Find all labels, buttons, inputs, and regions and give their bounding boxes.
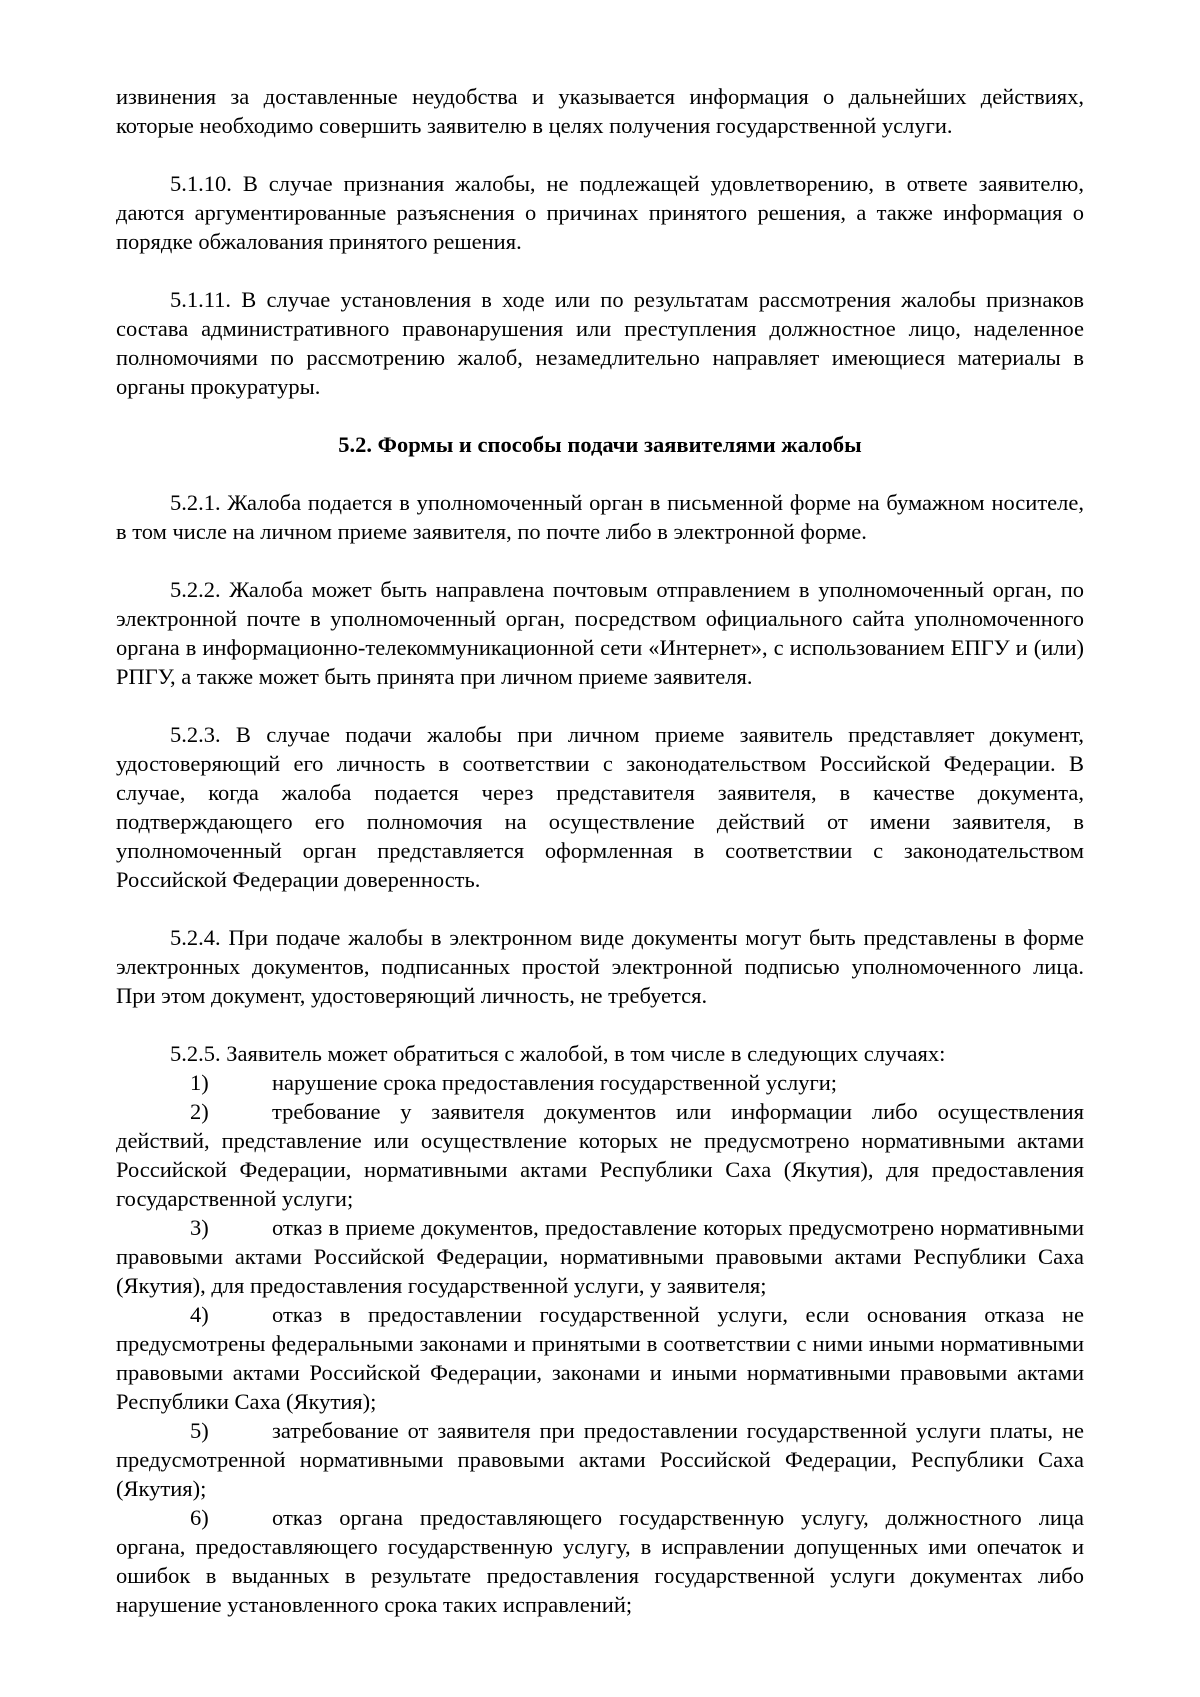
paragraph-5-1-10: 5.1.10. В случае признания жалобы, не подлежащей удовлетворению, в ответе заявителю, даются аргументированные разъяснения о причинах принятого решения, а также информация о порядке обжалования принятого решения. bbox=[116, 171, 1084, 254]
list-item-number: 1) bbox=[190, 1070, 209, 1095]
paragraph-5-2-1: 5.2.1. Жалоба подается в уполномоченный орган в письменной форме на бумажном носителе, в том числе на личном приеме заявителя, по почте либо в электронной форме. bbox=[116, 490, 1084, 544]
list-item-text: нарушение срока предоставления государственной услуги; bbox=[272, 1070, 838, 1095]
list-item-number: 4) bbox=[190, 1302, 209, 1327]
list-item-number: 6) bbox=[190, 1505, 209, 1530]
list-item-text: отказ в приеме документов, предоставление которых предусмотрено нормативными правовыми актами Российской Федерации, нормативными правовыми актами Республики Саха (Якутия), для предоставления государственной услуги, у заявителя; bbox=[116, 1215, 1084, 1298]
section-heading-5-2: 5.2. Формы и способы подачи заявителями жалобы bbox=[338, 432, 862, 457]
list-item bbox=[116, 1097, 1084, 1213]
list-item-text: требование у заявителя документов или информации либо осуществления действий, представление или осуществление которых не предусмотрено нормативными актами Российской Федерации, нормативными актами Республики Саха (Якутия), для предоставления государственной услуги; bbox=[116, 1099, 1084, 1211]
list-item bbox=[116, 1300, 1084, 1416]
document-page bbox=[116, 82, 1084, 1619]
list-item-number: 2) bbox=[190, 1099, 209, 1124]
list-item bbox=[116, 1416, 1084, 1503]
list-item-text: затребование от заявителя при предоставлении государственной услуги платы, не предусмотренной нормативными правовыми актами Российской Федерации, Республики Саха (Якутия); bbox=[116, 1418, 1084, 1501]
list-item-text: отказ органа предоставляющего государственную услугу, должностного лица органа, предоставляющего государственную услугу, в исправлении допущенных ими опечаток и ошибок в выданных в результате предоставления государственной услуги документах либо нарушение установленного срока таких исправлений; bbox=[116, 1505, 1084, 1617]
list-item-text: отказ в предоставлении государственной услуги, если основания отказа не предусмотрены федеральными законами и принятыми в соответствии с ними иными нормативными правовыми актами Российской Федерации, законами и иными нормативными правовыми актами Республики Саха (Якутия); bbox=[116, 1302, 1084, 1414]
list-item-number: 3) bbox=[190, 1215, 209, 1240]
paragraph-5-2-5: 5.2.5. Заявитель может обратиться с жалобой, в том числе в следующих случаях: bbox=[170, 1041, 946, 1066]
list-item bbox=[116, 1213, 1084, 1300]
list-item bbox=[116, 1503, 1084, 1619]
paragraph-5-2-3: 5.2.3. В случае подачи жалобы при личном приеме заявитель представляет документ, удостоверяющий его личность в соответствии с законодательством Российской Федерации. В случае, когда жалоба подается через представителя заявителя, в качестве документа, подтверждающего его полномочия на осуществление действий от имени заявителя, в уполномоченный орган представляется оформленная в соответствии с законодательством Российской Федерации доверенность. bbox=[116, 722, 1084, 892]
list-item-number: 5) bbox=[190, 1418, 209, 1443]
paragraph-continuation: извинения за доставленные неудобства и указывается информация о дальнейших действиях, которые необходимо совершить заявителю в целях получения государственной услуги. bbox=[116, 84, 1084, 138]
paragraph-5-1-11: 5.1.11. В случае установления в ходе или по результатам рассмотрения жалобы признаков состава административного правонарушения или преступления должностное лицо, наделенное полномочиями по рассмотрению жалоб, незамедлительно направляет имеющиеся материалы в органы прокуратуры. bbox=[116, 287, 1084, 399]
paragraph-5-2-2: 5.2.2. Жалоба может быть направлена почтовым отправлением в уполномоченный орган, по электронной почте в уполномоченный орган, посредством официального сайта уполномоченного органа в информационно-телекоммуникационной сети «Интернет», с использованием ЕПГУ и (или) РПГУ, а также может быть принята при личном приеме заявителя. bbox=[116, 577, 1084, 689]
paragraph-5-2-4: 5.2.4. При подаче жалобы в электронном виде документы могут быть представлены в форме электронных документов, подписанных простой электронной подписью уполномоченного лица. При этом документ, удостоверяющий личность, не требуется. bbox=[116, 925, 1084, 1008]
list-item bbox=[116, 1068, 1084, 1097]
